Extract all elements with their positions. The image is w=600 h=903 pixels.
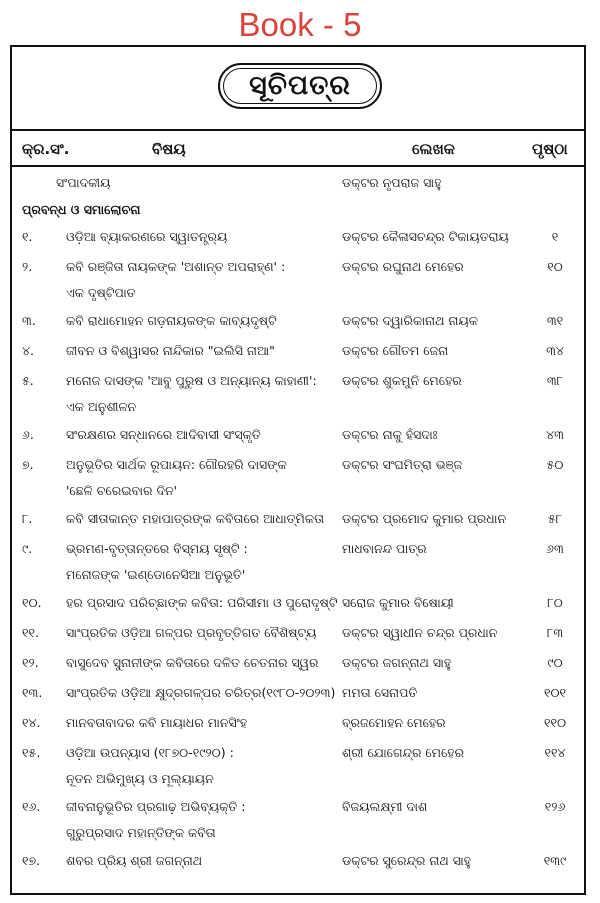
- entry-serial: ୭.: [22, 457, 34, 472]
- entry-author: ଡକ୍ଟର ପ୍ରମୋଦ କୁମାର ପ୍ରଧାନ: [342, 511, 507, 526]
- entry-subject-continued: 'ଛେଳି ଚରେଇବାର ଦିନ': [66, 483, 178, 498]
- contents-banner: [218, 63, 382, 109]
- entry-author: ମମତା ସେନାପତି: [342, 685, 418, 700]
- entry-author: ଡକ୍ଟର ଗୌତମ ଜେନା: [342, 343, 449, 358]
- toc-entry: [12, 339, 584, 369]
- toc-entry: [12, 453, 584, 507]
- entry-page: ୩୪: [546, 343, 564, 358]
- entry-page: ୧୨୬: [544, 799, 566, 814]
- entry-author: ଡକ୍ଟର ନାକୁ ହଁସଦାଃ: [342, 427, 438, 442]
- entry-subject: ସାଂପ୍ରତିକ ଓଡ଼ିଆ କ୍ଷୁଦ୍ରଗଳ୍ପର ଚରିତ୍ର(୧୯୮୦-୨୦୨୩): [66, 685, 336, 700]
- entry-subject: ଓଡ଼ିଆ ବ୍ୟାକରଣରେ ସ୍ୱାତନ୍ତ୍ର୍ୟ: [66, 229, 228, 244]
- entry-subject: କବି ରଞ୍ଜିତା ନାୟକଙ୍କ 'ଅଶାନ୍ତ ଅପରାହ୍ଣ' :: [66, 259, 286, 274]
- toc-entry: [12, 537, 584, 591]
- entry-subject: ବାସୁଦେବ ସୁନାନୀଙ୍କ କବିତାରେ ଦଳିତ ଚେତନାର ସ୍ୱର: [66, 655, 319, 670]
- banner-title: ସୂଚିପତ୍ର: [249, 70, 351, 101]
- entry-page: ୯୦: [547, 655, 563, 670]
- entry-serial: ୧୩.: [22, 685, 43, 700]
- entry-subject: ଜୀବନାନୁଭୂତିର ପ୍ରଗାଢ଼ ଅଭିବ୍ୟକ୍ତି :: [66, 799, 246, 814]
- entry-page: ୫୮: [547, 511, 563, 526]
- entry-serial: ୧୭.: [22, 853, 41, 868]
- contents-frame: [10, 45, 586, 895]
- entry-subject: ମାନବତାବାଦର କବି ମାୟାଧର ମାନସିଂହ: [66, 715, 248, 730]
- toc-entry: [12, 255, 584, 309]
- entry-serial: ୧୨.: [22, 655, 39, 670]
- entry-subject-continued: ଗୁରୁପ୍ରସାଦ ମହାନ୍ତିଙ୍କ କବିତା: [66, 825, 216, 840]
- entry-subject: ଜୀବନ ଓ ବିଶ୍ୱାସର ନାନ୍ଦିକାର "ଇଲିସି ନାଆ": [66, 343, 275, 358]
- entry-subject: ମନୋଜ ଦାସଙ୍କ 'ଆବୁ ପୁରୁଷ ଓ ଅନ୍ୟାନ୍ୟ କାହାଣୀ':: [66, 373, 317, 388]
- entry-page: ୮୩: [546, 625, 564, 640]
- entry-author: ଡକ୍ଟର କୈଳାସଚନ୍ଦ୍ର ଟିକାୟତରାୟ: [342, 229, 509, 244]
- editorial-subject: ସଂପାଦକୀୟ: [56, 175, 111, 190]
- toc-entry: [12, 423, 584, 453]
- toc-entry: [12, 795, 584, 849]
- entry-subject: କବି ସୀତାକାନ୍ତ ମହାପାତ୍ରଙ୍କ କବିତାରେ ଆଧାତ୍ମିକତା: [66, 511, 325, 526]
- header-page: ପୃଷ୍ଠା: [532, 140, 568, 158]
- entry-subject: ସଂରକ୍ଷଣର ସନ୍ଧାନରେ ଆଦିବାସୀ ସଂସ୍କୃତି: [66, 427, 261, 442]
- toc-entry: [12, 741, 584, 795]
- entry-subject: ଶବର ପ୍ରିୟ ଶ୍ରୀ ଜଗନ୍ନାଥ: [66, 853, 203, 868]
- entry-serial: ୧୧.: [22, 625, 39, 640]
- entry-page: ୪୩: [546, 427, 564, 442]
- toc-list: [12, 171, 584, 879]
- entry-page: ୫୦: [546, 457, 564, 472]
- entry-serial: ୨.: [22, 259, 33, 274]
- toc-entry: [12, 681, 584, 711]
- entry-subject-continued: ମନୋଜଙ୍କ 'ଇଣ୍ଡୋନେସିଆ ଅନୁଭୂତି': [66, 567, 246, 582]
- table-header: [12, 129, 584, 167]
- toc-entry: [12, 309, 584, 339]
- entry-page: ୩୧: [546, 313, 564, 328]
- editorial-row: [12, 171, 584, 198]
- section-heading: ପ୍ରବନ୍ଧ ଓ ସମାଲୋଚନା: [22, 202, 141, 217]
- toc-entry: [12, 507, 584, 537]
- entry-page: ୧୧୪: [544, 745, 566, 760]
- entry-page: ୮୦: [547, 595, 563, 610]
- header-author: ଲେଖକ: [412, 140, 455, 158]
- section-row: [12, 198, 584, 225]
- entry-author: ଡକ୍ଟର ଜଗନ୍ନାଥ ସାହୁ: [342, 655, 452, 670]
- entry-serial: ୧୪.: [22, 715, 41, 730]
- entry-serial: ୯.: [22, 541, 33, 556]
- entry-subject-continued: ଏକ ଅନୁଶୀଳନ: [66, 399, 137, 414]
- entry-author: ଡକ୍ଟର ସୁରେନ୍ଦ୍ର ନାଥ ସାହୁ: [342, 853, 472, 868]
- entry-subject: ଓଡ଼ିଆ ଉପନ୍ୟାସ (୧୮୭୦-୧୯୨୦) :: [66, 745, 234, 760]
- header-serial: କ୍ର.ସଂ.: [22, 140, 70, 158]
- entry-author: ଡକ୍ଟର ସଂଘମିତ୍ରା ଭଞ୍ଜ: [342, 457, 463, 472]
- entry-serial: ୧୦.: [22, 595, 42, 610]
- toc-entry: [12, 591, 584, 621]
- entry-author: ଡକ୍ଟର ଦ୍ୱାରିକାନାଥ ନାୟକ: [342, 313, 479, 328]
- entry-subject-continued: ଏକ ଦୃଷ୍ଟିପାତ: [66, 285, 136, 300]
- toc-entry: [12, 849, 584, 879]
- toc-entry: [12, 711, 584, 741]
- entry-subject: ଭ୍ରମଣ-ବୃତ୍ତାନ୍ତରେ ବିସ୍ମୟ ସୃଷ୍ଟି :: [66, 541, 248, 556]
- entry-subject: ଅନୁଭୂତିର ସାର୍ଥକ ରୂପାୟନ: ଗୌରହରି ଦାସଙ୍କ: [66, 457, 287, 472]
- entry-subject: କବି ରାଧାମୋହନ ଗଡ଼ନାୟକଙ୍କ କାବ୍ୟଦୃଷ୍ଟି: [66, 313, 277, 328]
- toc-entry: [12, 621, 584, 651]
- entry-author: ଡକ୍ଟର ଶୁକମୁନି ମେହେର: [342, 373, 462, 388]
- entry-author: ବିଜୟଲକ୍ଷ୍ମୀ ଦାଶ: [342, 799, 428, 814]
- entry-author: ବ୍ରଜମୋହନ ମେହେର: [342, 715, 446, 730]
- entry-page: ୧: [551, 229, 559, 244]
- book-title: Book - 5: [238, 6, 362, 43]
- entry-subject: ସାଂପ୍ରତିକ ଓଡ଼ିଆ ଗଳ୍ପର ପ୍ରବୃତ୍ତିଗତ ବୈଶିଷ୍ଟ୍ୟ: [66, 625, 317, 640]
- entry-page: ୧୧୦: [543, 715, 567, 730]
- entry-author: ଶ୍ରୀ ଯୋଗେନ୍ଦ୍ର ମେହେର: [342, 745, 465, 760]
- entry-page: ୬୩: [546, 541, 564, 556]
- entry-serial: ୮.: [22, 511, 33, 526]
- entry-serial: ୧.: [22, 229, 33, 244]
- entry-subject-continued: ନୂତନ ଅଭିମୁଖ୍ୟ ଓ ମୂଲ୍ୟାୟନ: [66, 771, 214, 786]
- entry-author: ଡକ୍ଟର ରଘୁନାଥ ମେହେର: [342, 259, 464, 274]
- toc-entry: [12, 369, 584, 423]
- entry-page: ୧୦୧: [543, 685, 567, 700]
- entry-page: ୧୦: [547, 259, 563, 274]
- banner-inner-border: [223, 68, 377, 104]
- toc-entry: [12, 651, 584, 681]
- entry-serial: ୧୬.: [22, 799, 41, 814]
- entry-serial: ୫.: [22, 373, 34, 388]
- entry-author: ଡକ୍ଟର ସ୍ୱାଧୀନ ଚନ୍ଦ୍ର ପ୍ରଧାନ: [342, 625, 498, 640]
- entry-subject: ହର ପ୍ରସାଦ ପରିଚ୍ଛାଙ୍କ କବିତା: ପରିସୀମା ଓ ପୁରୋଦୃଷ୍ଟି: [66, 595, 338, 610]
- entry-author: ମାଧବାନନ୍ଦ ପାତ୍ର: [342, 541, 427, 556]
- entry-serial: ୧୫.: [22, 745, 41, 760]
- entry-page: ୩୮: [546, 373, 564, 388]
- toc-entry: [12, 225, 584, 255]
- header-subject: ବିଷୟ: [152, 140, 186, 158]
- entry-serial: ୪.: [22, 343, 34, 358]
- entry-page: ୧୩୯: [543, 853, 567, 868]
- entry-serial: ୬.: [22, 427, 34, 442]
- entry-author: ସରୋଜ କୁମାର ବିଷୋୟୀ: [342, 595, 454, 610]
- entry-serial: ୩.: [22, 313, 36, 328]
- editorial-author: ଡକ୍ଟର ନୃପରାଜ ସାହୁ: [342, 175, 442, 190]
